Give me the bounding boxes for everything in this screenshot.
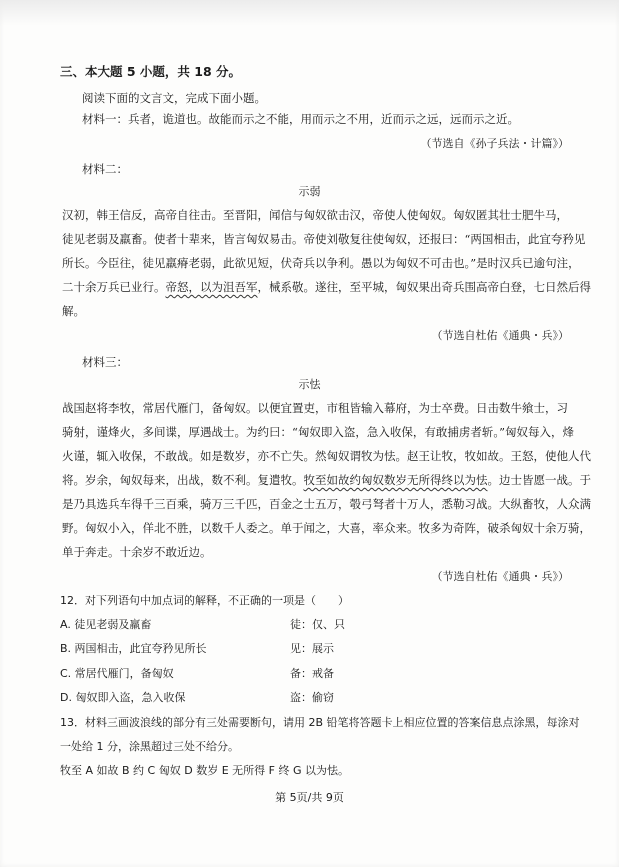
q12-option-c-gloss: 备：戒备	[290, 667, 334, 680]
material3-line4-post: 。边士皆愿一战。于	[487, 473, 591, 487]
material3-line: 单于奔走。十余岁不敢近边。	[62, 545, 212, 559]
q13-stem: 13．材料三画波浪线的部分有三处需要断句，请用 2B 铅笔将答题卡上相应位置的答案信息点涂黑，每涂对	[60, 716, 580, 729]
instruction: 阅读下面的文言文，完成下面小题。	[82, 91, 266, 105]
material3-line: 是乃具选兵车得千三百乘，骑万三千匹，百金之士五万，彀弓弩者十万人，悉勒习战。大纵畜牧，人众满	[62, 497, 591, 511]
q12-option-a: A. 徒见老弱及羸畜	[60, 618, 152, 631]
material3-line: 骑射，谨烽火，多间谍，厚遇战士。为约曰：“匈奴即入盗，急入收保，有敢捕虏者斩。”匈奴每入，烽	[62, 425, 575, 439]
material3-line	[62, 472, 591, 488]
scan-shadow	[0, 0, 619, 26]
material2-source: （节选自杜佑《通典・兵》）	[431, 329, 569, 342]
q13-stem-cont: 一处给 1 分，涂黑超过三处不给分。	[60, 740, 239, 753]
q12-option-d: D. 匈奴即入盗，急入收保	[60, 691, 186, 704]
material2-line4-post: ，械系敬。遂往，至平城，匈奴果出奇兵围高帝白登，七日然后得	[257, 280, 591, 294]
material2-line: 徒见老弱及羸畜。使者十辈来，皆言匈奴易击。帝使刘敬复往使匈奴，还报曰：“两国相击，此宜夸矜见	[62, 232, 586, 246]
q12-option-a-gloss: 徒：仅、只	[290, 618, 345, 631]
material1-text: 材料一：兵者，诡道也。故能而示之不能，用而示之不用，近而示之远，远而示之近。	[82, 112, 519, 126]
material3-line: 野。匈奴小入，佯北不胜，以数千人委之。单于闻之，大喜，率众来。牧多为奇阵，破杀匈奴十余万骑，	[62, 521, 591, 535]
material3-line: 战国赵将李牧，常居代雁门，备匈奴。以便宜置吏，市租皆输入幕府，为士卒费。日击数牛飨士，习	[62, 401, 568, 415]
q12-stem: 12．对下列语句中加点词的解释，不正确的一项是（ ）	[60, 594, 349, 607]
material2-title: 示弱	[298, 185, 321, 198]
material1-source: （节选自《孙子兵法・计篇》）	[420, 137, 569, 150]
material3-source: （节选自杜佑《通典・兵》）	[431, 570, 569, 583]
material2-label: 材料二：	[82, 162, 128, 176]
q12-option-b: B. 两国相击，此宜夸矜见所长	[60, 642, 207, 655]
q13-sentence: 牧至 A 如故 B 约 C 匈奴 D 数岁 E 无所得 F 终 G 以为怯。	[60, 764, 349, 777]
material2-line: 解。	[62, 304, 85, 318]
material2-line4-pre: 二十余万兵已业行。	[62, 280, 166, 294]
page-number: 第 5页/共 9页	[275, 791, 344, 804]
material2-line: 所长。今臣往，徒见羸瘠老弱，此欲见短，伏奇兵以争利。愚以为匈奴不可击也。”是时汉兵已逾句注，	[62, 256, 580, 270]
material3-label: 材料三：	[82, 355, 128, 369]
material2-line	[62, 279, 591, 295]
material3-title: 示怯	[298, 378, 321, 391]
material3-line: 火谨，辄入收保，不敢战。如是数岁，亦不亡失。然匈奴谓牧为怯。赵王让牧，牧如故。王怒，使他人代	[62, 449, 591, 463]
q12-option-c: C. 常居代雁门，备匈奴	[60, 667, 174, 680]
material3-line4-pre: 将。岁余，匈奴每来，出战，数不利。复遣牧。	[62, 473, 304, 487]
q12-option-d-gloss: 盗：偷窃	[290, 691, 334, 704]
material3-wavy-sentence: 牧至如故约匈奴数岁无所得终以为怯	[303, 473, 488, 487]
material2-line: 汉初，韩王信反，高帝自往击。至晋阳，闻信与匈奴欲击汉，帝使人使匈奴。匈奴匿其壮士肥牛马，	[62, 208, 568, 222]
q12-option-b-gloss: 见：展示	[290, 642, 334, 655]
section-heading: 三、本大题 5 小题，共 18 分。	[60, 64, 242, 79]
material2-underlined: 帝怒，以为沮吾军	[165, 280, 258, 294]
